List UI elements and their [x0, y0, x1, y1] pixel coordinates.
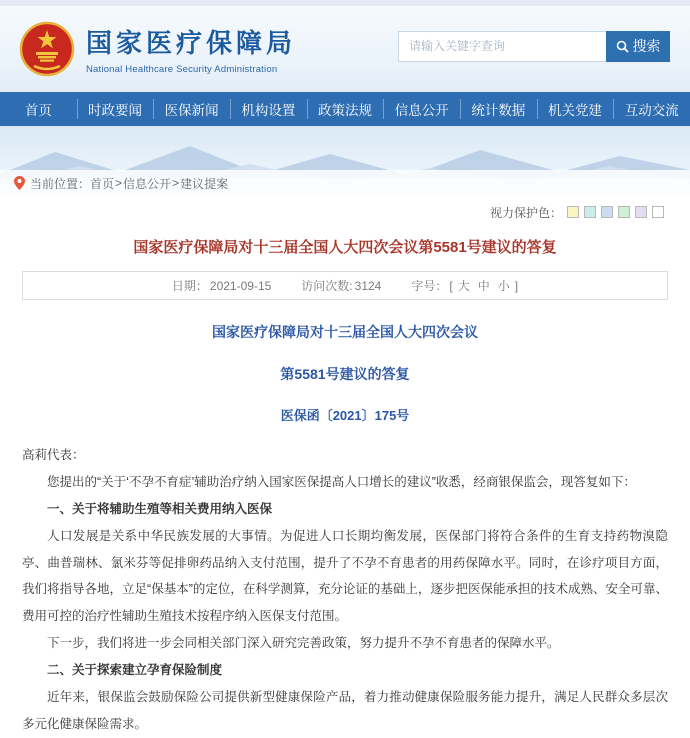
search-button[interactable] — [606, 31, 670, 62]
document-number: 医保函〔2021〕175号 — [280, 408, 410, 423]
nav-item-info-disclosure[interactable]: 信息公开 — [383, 92, 460, 126]
eye-protection-swatch-blue[interactable] — [601, 206, 613, 218]
fontsize-medium-button[interactable]: 中 — [477, 279, 490, 293]
document-title-line1: 国家医疗保障局对十三届全国人大四次会议 — [212, 324, 478, 340]
site-title: 国家医疗保障局 — [86, 29, 297, 58]
fontsize-bracket-close: ] — [514, 278, 519, 293]
breadcrumb-home[interactable]: 首页 — [90, 176, 115, 191]
nav-item-home[interactable]: 首页 — [24, 103, 52, 118]
eye-protection-row — [22, 200, 668, 224]
national-emblem-logo — [20, 22, 74, 76]
fontsize-bracket-open: [ — [449, 278, 453, 293]
breadcrumb-suggestions[interactable]: 建议提案 — [180, 176, 229, 191]
salutation: 高莉代表： — [22, 448, 85, 462]
main-nav — [0, 92, 690, 126]
breadcrumb-separator: > — [115, 176, 123, 190]
site-title-en: National Healthcare Security Administration — [86, 64, 278, 75]
page-title: 国家医疗保障局对十三届全国人大四次会议第5581号建议的答复 — [133, 239, 557, 256]
meta-date — [172, 277, 271, 294]
breadcrumb — [0, 170, 690, 196]
article-body — [22, 442, 668, 738]
article-container — [0, 196, 690, 738]
nav-item-party-building[interactable]: 机关党建 — [537, 92, 614, 126]
eye-protection-swatch-purple[interactable] — [635, 206, 647, 218]
nav-item-interaction[interactable]: 互动交流 — [613, 92, 690, 126]
search-icon — [616, 40, 629, 53]
paragraph: 下一步，我们将进一步会同相关部门深入研究完善政策，努力提升不孕不育患者的保障水平。 — [47, 636, 560, 651]
eye-protection-label: 视力保护色： — [489, 205, 562, 220]
section-heading-1: 一、关于将辅助生殖等相关费用纳入医保 — [47, 501, 273, 516]
location-pin-icon — [14, 176, 25, 190]
meta-fontsize-label: 字号： — [411, 279, 448, 293]
eye-protection-swatch-green[interactable] — [618, 206, 630, 218]
site-brand — [86, 23, 296, 75]
breadcrumb-separator: > — [172, 176, 180, 190]
eye-protection-swatch-white[interactable] — [652, 206, 664, 218]
fontsize-large-button[interactable]: 大 — [457, 279, 470, 293]
eye-protection-swatch-yellow[interactable] — [567, 206, 579, 218]
meta-visits-value: 3124 — [354, 278, 382, 293]
search-area — [398, 31, 670, 62]
breadcrumb-label: 当前位置： — [30, 176, 91, 191]
nav-item-policies[interactable]: 政策法规 — [307, 92, 384, 126]
document-title-line2: 第5581号建议的答复 — [280, 366, 410, 382]
nav-item-insurance-news[interactable]: 医保新闻 — [153, 92, 230, 126]
search-input[interactable] — [398, 31, 606, 62]
meta-visits — [301, 277, 381, 294]
eye-protection-swatch-cyan[interactable] — [584, 206, 596, 218]
nav-item-statistics[interactable]: 统计数据 — [460, 92, 537, 126]
meta-fontsize — [411, 277, 518, 294]
breadcrumb-info-disclosure[interactable]: 信息公开 — [123, 176, 172, 191]
meta-visits-label: 访问次数: — [301, 279, 353, 293]
fontsize-small-button[interactable]: 小 — [497, 279, 510, 293]
paragraph: 人口发展是关系中华民族发展的大事情。为促进人口长期均衡发展，医保部门将符合条件的生育支持药物溴隐亭、曲普瑞林、氯米芬等促排卵药品纳入支付范围，提升了不孕不育患者的用药保障水平。同时，在诊疗项目方面，我们将指导各地，立足“保基本”的定位，在科学测算，充分论证的基础上，逐步把医保能承担的技术成熟、安全可靠、费用可控的治疗性辅助生殖技术按程序纳入医保支付范围。 — [22, 528, 668, 624]
paragraph: 近年来，银保监会鼓励保险公司提供新型健康保险产品，着力推动健康保险服务能力提升，满足人民群众多层次多元化健康保险需求。 — [22, 689, 668, 731]
article-meta-bar — [22, 271, 668, 300]
site-header — [0, 6, 690, 92]
nav-item-current-politics[interactable]: 时政要闻 — [77, 92, 154, 126]
banner-image — [0, 126, 690, 196]
nav-item-organization[interactable]: 机构设置 — [230, 92, 307, 126]
search-button-label: 搜索 — [632, 38, 661, 54]
section-heading-2: 二、关于探索建立孕育保险制度 — [47, 663, 223, 677]
meta-date-label: 日期： — [171, 279, 208, 293]
meta-date-value: 2021-09-15 — [209, 278, 272, 293]
paragraph: 您提出的“关于‘不孕不育症’辅助治疗纳入国家医保提高人口增长的建议”收悉，经商银保监会，现答复如下： — [47, 474, 636, 489]
